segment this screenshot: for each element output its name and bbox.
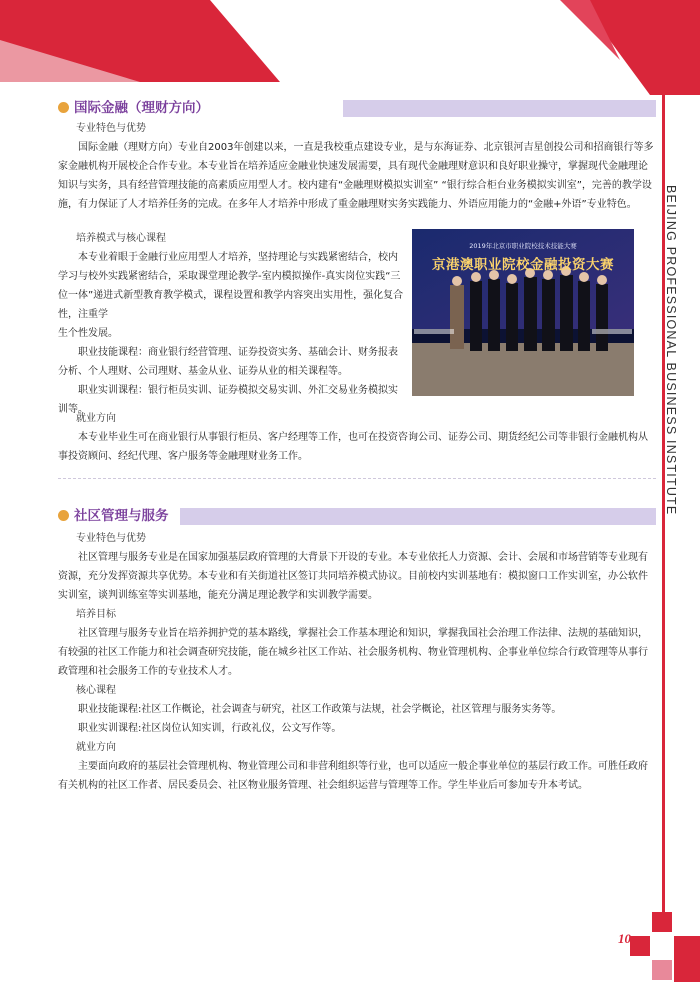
section-title-finance: 国际金融（理财方向） — [74, 100, 209, 116]
paragraph-continued: 生个性发展。 — [58, 328, 118, 339]
section-title-community: 社区管理与服务 — [74, 508, 169, 524]
subheading: 培养目标 — [76, 609, 116, 620]
paragraph: 本专业毕业生可在商业银行从事银行柜员、客户经理等工作，也可在投资咨询公司、证券公司、期货经纪公司等非银行金融机构从事投资顾问、经纪代理、客户服务等金融理财业务工作。 — [58, 432, 648, 462]
side-institute-label: BEIJING PROFESSIONAL BUSINESS INSTITUTE — [664, 185, 678, 516]
corner-decoration-top-right — [560, 0, 700, 95]
photo-caption-top: 2019年北京市职业院校技术技能大赛 — [469, 242, 577, 250]
subheading: 专业特色与优势 — [76, 533, 146, 544]
paragraph: 社区管理与服务专业是在国家加强基层政府管理的大背景下开设的专业。本专业依托人力资源、会计、会展和市场营销等专业现有资源，充分发挥资源共享优势。本专业和有关街道社区签订共同培养模式协议。目前校内实训基地有：模拟窗口工作实训室，办公软件实训室，谈判训练室等实训基地，能充分满足理论教学和实训教学需要。 — [58, 552, 648, 601]
subheading: 就业方向 — [76, 413, 116, 424]
paragraph: 职业技能课程：商业银行经营管理、证券投资实务、基础会计、财务报表分析、个人理财、公司理财、基金从业、证券从业的相关课程等。 — [58, 347, 398, 377]
paragraph: 职业技能课程:社区工作概论，社会调查与研究，社区工作政策与法规，社会学概论，社区管理与服务实务等。 — [78, 704, 562, 715]
paragraph: 职业实训课程:社区岗位认知实训，行政礼仪，公文写作等。 — [78, 723, 342, 734]
paragraph: 职业实训课程：银行柜员实训、证券模拟交易实训、外汇交易业务模拟实训等。 — [58, 385, 398, 415]
subheading: 培养模式与核心课程 — [76, 233, 166, 244]
section-heading-finance — [58, 97, 656, 119]
heading-band — [180, 508, 656, 525]
section-heading-community — [58, 505, 656, 527]
paragraph: 社区管理与服务专业旨在培养拥护党的基本路线，掌握社会工作基本理论和知识，掌握我国社会治理工作法律、法规的基础知识，有较强的社区工作能力和社会调查研究技能，能在城乡社区工作站、社会服务机构、物业管理机构、企事业单位综合行政管理等从事行政管理和社会服务工作的专业技术人才。 — [58, 628, 648, 677]
photo-caption-main: 京港澳职业院校金融投资大赛 — [432, 257, 614, 273]
subheading: 就业方向 — [76, 742, 116, 753]
section-divider — [58, 478, 656, 479]
section1-career — [58, 409, 656, 466]
corner-decoration-bottom-right — [630, 912, 700, 982]
paragraph: 主要面向政府的基层社会管理机构、物业管理公司和非营利组织等行业，也可以适应一般企事业单位的基层行政工作。可胜任政府有关机构的社区工作者、居民委员会、社区物业服务管理、社会组织运营与管理等工作。学生毕业后可参加专升本考试。 — [58, 761, 648, 791]
bullet-dot-icon — [58, 102, 69, 113]
paragraph: 本专业着眼于金融行业应用型人才培养，坚持理论与实践紧密结合，校内学习与校外实践紧密结合，采取课堂理论教学-室内模拟操作-真实岗位实践“三位一体”递进式新型教育教学模式，课程设置和教学内容突出实用性，强化复合性，注重学 — [58, 252, 404, 320]
paragraph: 国际金融（理财方向）专业自2003年创建以来，一直是我校重点建设专业，是与东海证券、北京银河吉星创投公司和招商银行等多家金融机构开展校企合作专业。本专业旨在培养适应金融业快速发展需要，具有现代金融理财意识和良好职业操守，掌握现代金融理论知识与实务，具有经营管理技能的高素质应用型人才。校内建有“金融理财模拟实训室” “银行综合柜台业务模拟实训室”，完善的教学设施，有力保证了人才培养任务的完成。在多年人才培养中形成了重金融理财实务实践能力、外语应用能力的“金融+外语”专业特色。 — [58, 142, 654, 210]
subheading: 核心课程 — [76, 685, 116, 696]
heading-band — [343, 100, 656, 117]
corner-decoration-top-left — [0, 0, 280, 82]
section1-intro — [58, 119, 656, 214]
subheading: 专业特色与优势 — [76, 123, 146, 134]
section1-training — [58, 229, 406, 419]
bullet-dot-icon — [58, 510, 69, 521]
section2-body — [58, 529, 656, 795]
competition-photo — [412, 229, 634, 396]
page-number: 10 — [618, 931, 631, 946]
